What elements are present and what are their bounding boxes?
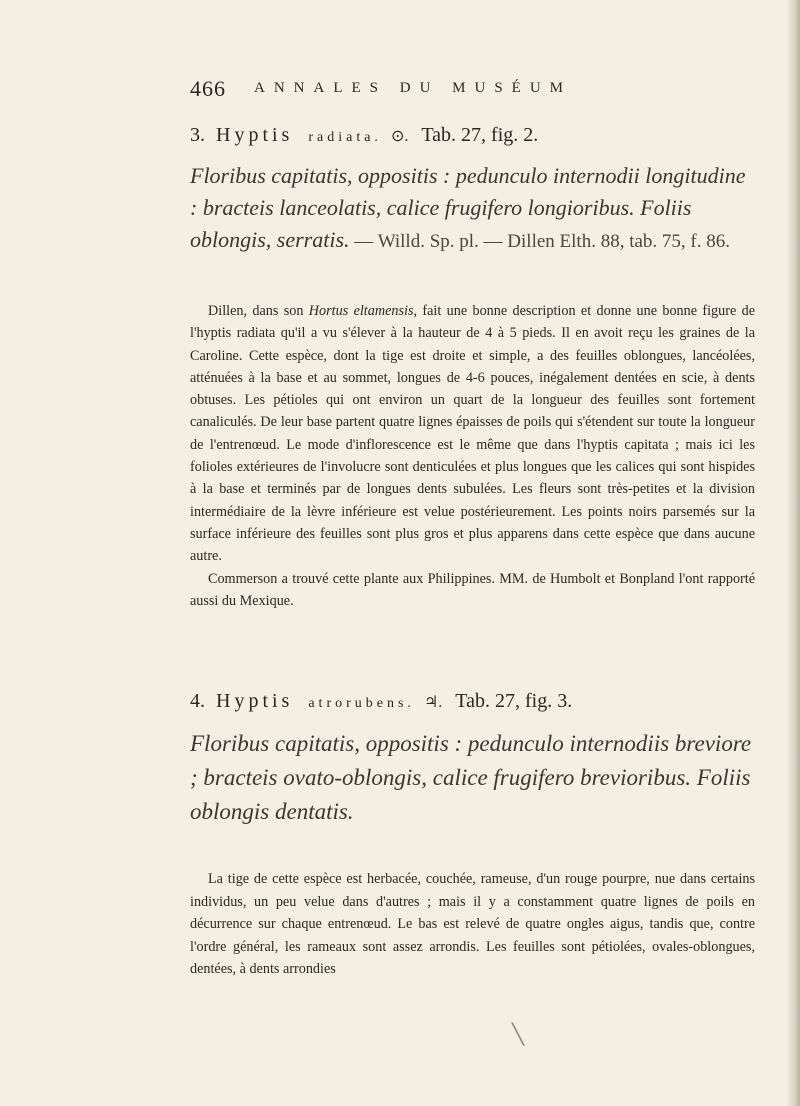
- entry-3-number: 3.: [190, 124, 205, 146]
- entry-3-paragraph-2: Commerson a trouvé cette plante aux Philippines. MM. de Humbolt et Bonpland l'ont rapporté aussi du Mexique.: [190, 570, 755, 609]
- entry-4-genus: Hyptis: [216, 690, 294, 712]
- entry-3-p1-start: Dillen, dans son: [208, 303, 309, 319]
- entry-4-species: atrorubens.: [308, 696, 415, 711]
- entry-4-paragraph-1: La tige de cette espèce est herbacée, couchée, rameuse, d'un rouge pourpre, nue dans certains individus, un peu velue dans d'autres ; mais il y a constamment quatre lignes de poils en décurrence sur chaque entrenœud. Le bas est relevé de quatre ongles aigus, tandis que, contre l'ordre général, les rameaux sont assez arrondis. Les feuilles sont pétiolées, ovales-oblongues, dentées, à dents arrondies: [190, 871, 755, 978]
- page-number: 466: [190, 76, 226, 101]
- entry-4-diagnosis-text: Floribus capitatis, oppositis : pedunculo internodiis breviore ; bracteis ovato-oblongis, calice frugifero brevioribus. Foliis oblongis dentatis.: [190, 731, 752, 824]
- stray-ink-mark: ╲: [512, 1022, 525, 1046]
- entry-3-diagnosis-text: Floribus capitatis, oppositis : pedunculo internodii longitudine : bracteis lanceolatis, calice frugifero longioribus. Foliis oblongis, serratis.: [190, 163, 746, 252]
- entry-3-p1-rest: , fait une bonne description et donne une bonne figure de l'hyptis radiata qu'il a vu s'élever à la hauteur de 4 à 5 pieds. Il en avoit reçu les graines de la Caroline. Cette espèce, dont la tige est droite et simple, a des feuilles oblongues, lancéolées, atténuées à la base et au sommet, longues de 4-6 pouces, inégalement dentées en scie, à dents obtuses. Les pétioles qui ont environ un quart de la longueur des feuilles sont fortement canaliculés. De leur base partent quatre lignes épaisses de poils qui s'étendent sur toute la longueur de l'entrenœud. Le mode d'inflorescence est le même que dans l'hyptis capitata ; mais ici les folioles extérieures de l'involucre sont denticulées et plus longues que les calices qui sont hispides à la base et terminés par de longues dents subulées. Les fleurs sont très-petites et la division intermédiaire de la lèvre inférieure est velue postérieurement. Les points noirs parsemés sur la surface inférieure des feuilles sont plus gros et plus apparens dans cette espèce que dans aucune autre.: [190, 303, 756, 565]
- page-edge-shadow: [786, 0, 800, 1106]
- entry-3-diagnosis: [190, 160, 755, 258]
- entry-3-species: radiata.: [308, 130, 382, 145]
- running-head: [190, 76, 750, 106]
- entry-4-diagnosis: [190, 727, 755, 829]
- entry-3-plate-reference: Tab. 27, fig. 2.: [421, 124, 539, 146]
- entry-4-heading: [190, 690, 572, 713]
- entry-4-number: 4.: [190, 690, 205, 712]
- entry-3-paragraph-1: [190, 300, 755, 568]
- entry-3-description: [190, 300, 755, 612]
- entry-4-symbol: ♃.: [423, 694, 443, 711]
- entry-3-heading: [190, 124, 538, 147]
- entry-3-symbol: ⊙.: [390, 128, 409, 145]
- journal-title: ANNALES DU MUSÉUM: [254, 80, 573, 96]
- entry-3-references: — Willd. Sp. pl. — Dillen Elth. 88, tab. 75, f. 86.: [349, 231, 730, 252]
- entry-4-description: [190, 868, 755, 981]
- entry-3-genus: Hyptis: [216, 124, 294, 146]
- entry-3-p1-work-title: Hortus eltamensis: [308, 303, 414, 319]
- entry-4-plate-reference: Tab. 27, fig. 3.: [455, 690, 573, 712]
